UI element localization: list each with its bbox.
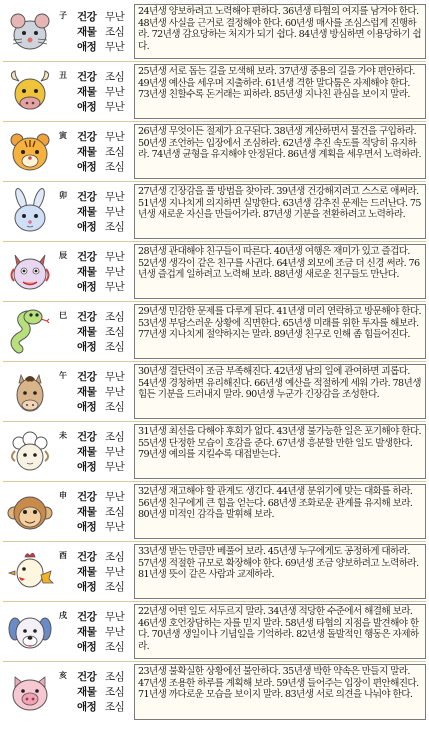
monkey-icon	[3, 485, 57, 539]
fortune-text: 29년생 민감한 문제를 다루게 된다. 41년생 미리 연락하고 방문해야 한다. 53년생 부담스러운 상황에 직면한다. 65년생 미래를 위한 투자를 해보라. 77년생 지나치게 절약하지는 말라. 89년생 친구로 인해 좀 힘들어진다.	[134, 304, 426, 359]
health-value: 조심	[105, 71, 125, 83]
zodiac-char: 巳	[59, 310, 67, 320]
love-value: 무난	[105, 101, 125, 113]
wealth-label: 재물	[77, 206, 97, 218]
fortune-text: 27년생 긴장감을 풀 방법을 찾아라. 39년생 건강해지려고 스스로 애써라. 51년생 지나치게 의지하면 실망한다. 63년생 감추진 문제는 드러난다. 75년생 새로운 자신을 만들어가라. 87년생 기분을 전환하려고 노력하라.	[134, 184, 426, 239]
zodiac-row-ox	[3, 62, 426, 122]
pig-icon	[3, 665, 57, 719]
love-label: 애정	[77, 341, 97, 353]
zodiac-row-rat	[3, 2, 426, 62]
fortune-text: 28년생 관대해야 친구들이 따른다. 40년생 여행은 재미가 있고 즐겁다. 52년생 생각이 같은 친구를 사귄다. 64년생 외모에 조금 더 신경 써라. 76년생 즐겁게 일하려고 노력해 보라. 88년생 새로운 친구들도 만난다.	[134, 244, 426, 299]
love-value: 조심	[105, 581, 125, 593]
zodiac-header	[3, 122, 134, 181]
rat-icon	[3, 5, 57, 59]
zodiac-char: 子	[59, 10, 67, 20]
zodiac-row-snake	[3, 302, 426, 362]
zodiac-header	[3, 662, 134, 722]
wealth-value: 무난	[105, 626, 125, 638]
health-label: 건강	[77, 431, 97, 443]
love-value: 조심	[105, 341, 125, 353]
health-value: 무난	[105, 251, 125, 263]
zodiac-header	[3, 362, 134, 421]
health-value: 무난	[105, 131, 125, 143]
fortune-text: 33년생 받는 만큼만 베풀어 보라. 45년생 누구에게도 공정하게 대하라. 57년생 적절한 규모로 확장해야 한다. 69년생 조금 양보하려고 노력하라. 81년생 뜻이 같은 사람과 교제하라.	[134, 544, 426, 599]
fortune-labels	[77, 69, 131, 114]
zodiac-row-rooster	[3, 542, 426, 602]
zodiac-char: 丑	[59, 70, 67, 80]
wealth-label: 재물	[77, 86, 97, 98]
wealth-value: 조심	[105, 506, 125, 518]
zodiac-header	[3, 2, 134, 61]
horse-icon	[3, 365, 57, 419]
wealth-label: 재물	[77, 146, 97, 158]
zodiac-header	[3, 482, 134, 541]
wealth-label: 재물	[77, 26, 97, 38]
zodiac-char: 亥	[59, 670, 67, 680]
zodiac-row-dragon	[3, 242, 426, 302]
wealth-value: 무난	[105, 86, 125, 98]
wealth-label: 재물	[77, 566, 97, 578]
wealth-value: 무난	[105, 566, 125, 578]
fortune-labels	[77, 309, 131, 354]
health-label: 건강	[77, 371, 97, 383]
wealth-value: 무난	[105, 206, 125, 218]
zodiac-header	[3, 542, 134, 601]
wealth-label: 재물	[77, 446, 97, 458]
zodiac-header	[3, 602, 134, 661]
zodiac-header	[3, 422, 134, 481]
sheep-icon	[3, 425, 57, 479]
zodiac-row-dog	[3, 602, 426, 662]
health-value: 무난	[105, 611, 125, 623]
zodiac-char: 戌	[59, 610, 67, 620]
love-label: 애정	[77, 221, 97, 233]
zodiac-char: 午	[59, 370, 67, 380]
health-value: 조심	[105, 671, 125, 683]
wealth-value: 무난	[105, 446, 125, 458]
zodiac-header	[3, 62, 134, 121]
health-label: 건강	[77, 311, 97, 323]
fortune-text: 25년생 서로 돕는 길을 모색해 보라. 37년생 중용의 길을 가야 편안하다. 49년생 예산을 세우며 지출하라. 61년생 격한 말다툼은 자제해야 한다. 73년생 친할수록 돈거래는 피하라. 85년생 지나친 관심을 보이지 말라.	[134, 64, 426, 119]
love-label: 애정	[77, 581, 97, 593]
fortune-labels	[77, 9, 131, 54]
love-label: 애정	[77, 701, 97, 713]
wealth-label: 재물	[77, 626, 97, 638]
health-value: 무난	[105, 371, 125, 383]
ox-icon	[3, 65, 57, 119]
zodiac-char: 辰	[59, 250, 67, 260]
dog-icon	[3, 605, 57, 659]
wealth-label: 재물	[77, 266, 97, 278]
love-label: 애정	[77, 161, 97, 173]
health-label: 건강	[77, 71, 97, 83]
love-value: 조심	[105, 641, 125, 653]
fortune-text: 31년생 최선을 다해야 후회가 없다. 43년생 불가능한 일은 포기해야 한다. 55년생 단정한 모습이 호감을 준다. 67년생 흥분할 만한 일도 발생한다. 79년생 예의를 지킬수록 대접받는다.	[134, 424, 426, 479]
zodiac-char: 卯	[59, 190, 67, 200]
health-value: 조심	[105, 311, 125, 323]
fortune-text: 26년생 무엇이든 절제가 요구된다. 38년생 계산하면서 물건을 구입하라. 50년생 조언하는 입장에서 조심하라. 62년생 추진 속도를 적당히 유지하라. 74년생 균형을 유지해야 안정된다. 86년생 계획을 세우면서 노력하라.	[134, 124, 426, 179]
fortune-labels	[77, 489, 131, 534]
wealth-label: 재물	[77, 326, 97, 338]
love-value: 무난	[105, 521, 125, 533]
love-value: 무난	[105, 281, 125, 293]
love-label: 애정	[77, 641, 97, 653]
health-label: 건강	[77, 131, 97, 143]
love-value: 조심	[105, 401, 125, 413]
health-value: 조심	[105, 431, 125, 443]
wealth-value: 조심	[105, 686, 125, 698]
love-value: 조심	[105, 221, 125, 233]
health-label: 건강	[77, 251, 97, 263]
love-label: 애정	[77, 521, 97, 533]
fortune-text: 22년생 어떤 일도 서두르지 말라. 34년생 적당한 수준에서 해결해 보라. 46년생 호언장담하는 자를 믿지 말라. 58년생 타협의 지점을 발견해야 한다. 70년생 생일이나 기념일을 기억하라. 82년생 돌발적인 행동은 자제하라.	[134, 604, 426, 659]
fortune-text: 32년생 재고해야 할 관계도 생긴다. 44년생 분위기에 맞는 대화를 하라. 56년생 친구에게 큰 힘을 얻는다. 68년생 조화로운 관계를 유지해 보라. 80년생 미적인 감각을 발휘해 보라.	[134, 484, 426, 539]
health-label: 건강	[77, 611, 97, 623]
zodiac-char: 申	[59, 490, 67, 500]
wealth-value: 무난	[105, 266, 125, 278]
fortune-labels	[77, 669, 131, 714]
love-label: 애정	[77, 281, 97, 293]
wealth-value: 조심	[105, 26, 125, 38]
zodiac-row-horse	[3, 362, 426, 422]
love-label: 애정	[77, 401, 97, 413]
wealth-value: 조심	[105, 146, 125, 158]
zodiac-char: 酉	[59, 550, 67, 560]
wealth-label: 재물	[77, 686, 97, 698]
zodiac-header	[3, 182, 134, 241]
love-label: 애정	[77, 461, 97, 473]
fortune-labels	[77, 189, 131, 234]
fortune-text: 23년생 불확실한 상황에선 불안하다. 35년생 박한 약속은 만들지 말라. 47년생 조용한 하루를 계획해 보라. 59년생 들어주는 입장이 편안해진다. 71년생 까다로운 모습을 보이지 말라. 83년생 서로 의견을 나눠야 한다.	[134, 664, 426, 720]
rabbit-icon	[3, 185, 57, 239]
love-value: 무난	[105, 461, 125, 473]
dragon-icon	[3, 245, 57, 299]
wealth-value: 조심	[105, 326, 125, 338]
tiger-icon	[3, 125, 57, 179]
zodiac-row-sheep	[3, 422, 426, 482]
health-value: 조심	[105, 551, 125, 563]
health-label: 건강	[77, 551, 97, 563]
fortune-labels	[77, 249, 131, 294]
zodiac-header	[3, 302, 134, 361]
health-value: 무난	[105, 11, 125, 23]
zodiac-char: 寅	[59, 130, 67, 140]
health-label: 건강	[77, 191, 97, 203]
fortune-labels	[77, 549, 131, 594]
zodiac-row-tiger	[3, 122, 426, 182]
love-label: 애정	[77, 101, 97, 113]
health-label: 건강	[77, 11, 97, 23]
zodiac-row-rabbit	[3, 182, 426, 242]
love-label: 애정	[77, 41, 97, 53]
zodiac-row-monkey	[3, 482, 426, 542]
wealth-label: 재물	[77, 386, 97, 398]
love-value: 조심	[105, 701, 125, 713]
fortune-labels	[77, 129, 131, 174]
wealth-label: 재물	[77, 506, 97, 518]
health-value: 무난	[105, 491, 125, 503]
fortune-labels	[77, 369, 131, 414]
fortune-labels	[77, 609, 131, 654]
fortune-labels	[77, 429, 131, 474]
zodiac-header	[3, 242, 134, 301]
snake-icon	[3, 305, 57, 359]
rooster-icon	[3, 545, 57, 599]
love-value: 무난	[105, 41, 125, 53]
fortune-text: 30년생 결단력이 조금 부족해진다. 42년생 남의 일에 관여하면 괴롭다. 54년생 경청하면 유리해진다. 66년생 예산을 적절하게 세워 가라. 78년생 힘든 기분을 드러내지 말라. 90년생 누군가 긴장감을 조성한다.	[134, 364, 426, 419]
zodiac-char: 未	[59, 430, 67, 440]
zodiac-row-pig	[3, 662, 426, 722]
health-label: 건강	[77, 491, 97, 503]
health-value: 무난	[105, 191, 125, 203]
love-value: 조심	[105, 161, 125, 173]
health-label: 건강	[77, 671, 97, 683]
fortune-text: 24년생 양보하려고 노력해야 편하다. 36년생 타협의 여지를 남겨야 한다. 48년생 사실을 근거로 결정해야 한다. 60년생 매사를 조심스럽게 진행하라. 72년생 감요당하는 처지가 되기 쉽다. 84년생 방심하면 이용당하기 쉽다.	[134, 4, 426, 59]
wealth-value: 무난	[105, 386, 125, 398]
